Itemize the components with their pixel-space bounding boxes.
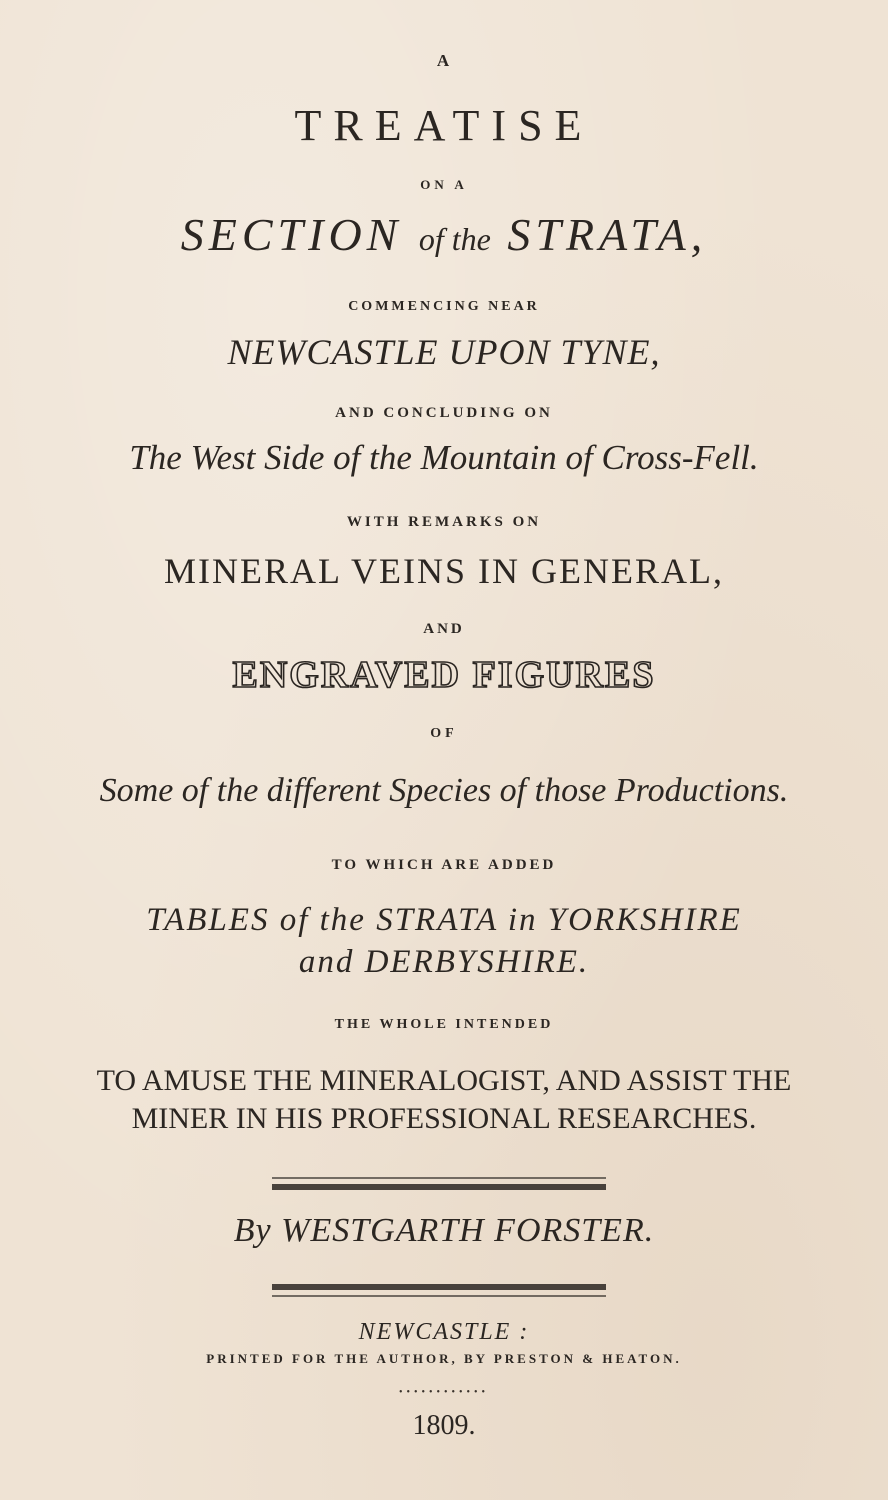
article-a: A — [436, 51, 452, 70]
ornament-dots: •••••••••••• — [398, 1387, 489, 1398]
subject-line — [0, 209, 888, 260]
commencing-label: COMMENCING NEAR — [348, 299, 540, 314]
engraved-figures: ENGRAVED FIGURES — [232, 654, 656, 696]
main-title: TREATISE — [294, 101, 594, 150]
imprint-printer: PRINTED FOR THE AUTHOR, BY PRESTON & HEATON. — [206, 1351, 682, 1366]
ornamental-rule-top — [272, 1176, 606, 1194]
purpose-line-1: TO AMUSE THE MINERALOGIST, AND ASSIST THE — [96, 1064, 792, 1097]
imprint-place: NEWCASTLE : — [358, 1319, 530, 1345]
of-label: OF — [430, 726, 458, 741]
on-a-label: ON A — [420, 177, 468, 192]
with-remarks-label: WITH REMARKS ON — [346, 514, 542, 530]
mineral-veins: MINERAL VEINS IN GENERAL, — [164, 551, 724, 591]
place-start: NEWCASTLE UPON TYNE, — [227, 332, 661, 372]
tables-line-2: and DERBYSHIRE. — [298, 944, 590, 980]
ornamental-rule-bottom — [272, 1282, 606, 1300]
subject-strata: STRATA, — [507, 209, 708, 260]
and-label: AND — [423, 621, 465, 637]
subject-of-the: of the — [418, 221, 491, 257]
tables-line-1: TABLES of the STRATA in YORKSHIRE — [146, 902, 742, 938]
species-line: Some of the different Species of those Productions. — [99, 772, 789, 809]
concluding-label: AND CONCLUDING ON — [335, 405, 553, 421]
to-which-label: TO WHICH ARE ADDED — [331, 857, 557, 873]
whole-intended-label: THE WHOLE INTENDED — [334, 1017, 554, 1032]
purpose-line-2: MINER IN HIS PROFESSIONAL RESEARCHES. — [131, 1102, 757, 1135]
publication-year: 1809. — [412, 1410, 476, 1441]
place-end: The West Side of the Mountain of Cross-Fell. — [129, 438, 759, 477]
subject-section: SECTION — [180, 209, 403, 260]
author-line: By WESTGARTH FORSTER. — [233, 1212, 655, 1249]
